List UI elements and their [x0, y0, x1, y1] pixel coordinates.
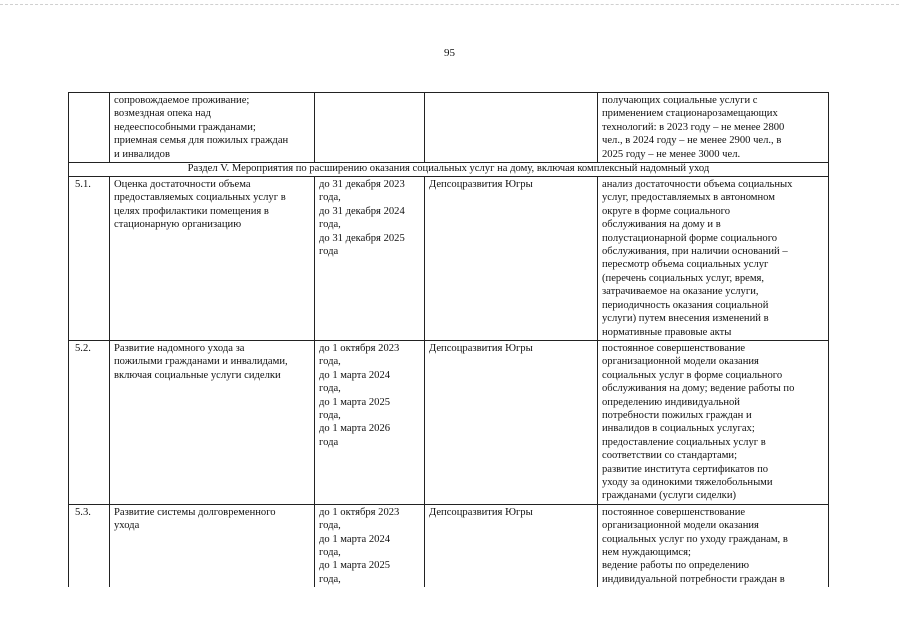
- row-number-cell: [69, 93, 110, 163]
- row-number-cell: 5.3.: [69, 504, 110, 587]
- executor-cell: Депсоцразвития Югры: [425, 504, 598, 587]
- measure-cell: Оценка достаточности объема предоставляемых социальных услуг в целях профилактики помещения в стационарную организацию: [110, 177, 315, 341]
- result-cell: постоянное совершенствование организационной модели оказания социальных услуг по уходу гражданам, в нем нуждающимся; ведение работы по определению индивидуальной потребности граждан в: [598, 504, 829, 587]
- deadline-cell: до 1 октября 2023 года, до 1 марта 2024 года, до 1 марта 2025 года, до 1 марта 2026 года: [315, 340, 425, 504]
- measure-cell: сопровождаемое проживание; возмездная опека над недееспособными гражданами; приемная семья для пожилых граждан и инвалидов: [110, 93, 315, 163]
- executor-cell: Депсоцразвития Югры: [425, 177, 598, 341]
- section-title: Раздел V. Мероприятия по расширению оказания социальных услуг на дому, включая комплексный надомный уход: [69, 163, 829, 177]
- scan-edge-line: [0, 4, 899, 7]
- result-cell: получающих социальные услуги с применением стационарозамещающих технологий: в 2023 году – не менее 2800 чел., в 2024 году – не менее 2900 чел., в 2025 году – не менее 3000 чел.: [598, 93, 829, 163]
- result-cell: анализ достаточности объема социальных услуг, предоставляемых в автономном округе в форме социального обслуживания на дому и в полустационарной форме социального обслуживания, при наличии оснований – пересмотр объема социальных услуг (перечень социальных услуг, время, затрачиваемое на оказание услуги, периодичность оказания социальной услуги) путем внесения изменений в нормативные правовые акты: [598, 177, 829, 341]
- section-header-row: [69, 163, 829, 177]
- result-cell: постоянное совершенствование организационной модели оказания социальных услуг в форме социального обслуживания на дому; ведение работы по определению индивидуальной потребности пожилых граждан и инвалидов в социальных услугах; предоставление социальных услуг в соответствии со стандартами; развитие института сертификатов по уходу за одинокими тяжелобольными гражданами (услуги сиделки): [598, 340, 829, 504]
- table-row: [69, 504, 829, 587]
- executor-cell: [425, 93, 598, 163]
- table-row: [69, 340, 829, 504]
- row-number-cell: 5.2.: [69, 340, 110, 504]
- measures-table: [68, 92, 829, 587]
- deadline-cell: до 1 октября 2023 года, до 1 марта 2024 года, до 1 марта 2025 года,: [315, 504, 425, 587]
- deadline-cell: до 31 декабря 2023 года, до 31 декабря 2024 года, до 31 декабря 2025 года: [315, 177, 425, 341]
- table-row: [69, 93, 829, 163]
- deadline-cell: [315, 93, 425, 163]
- measure-cell: Развитие системы долговременного ухода: [110, 504, 315, 587]
- measure-cell: Развитие надомного ухода за пожилыми гражданами и инвалидами, включая социальные услуги сиделки: [110, 340, 315, 504]
- row-number-cell: 5.1.: [69, 177, 110, 341]
- executor-cell: Депсоцразвития Югры: [425, 340, 598, 504]
- table-row: [69, 177, 829, 341]
- page-number: 95: [444, 47, 455, 59]
